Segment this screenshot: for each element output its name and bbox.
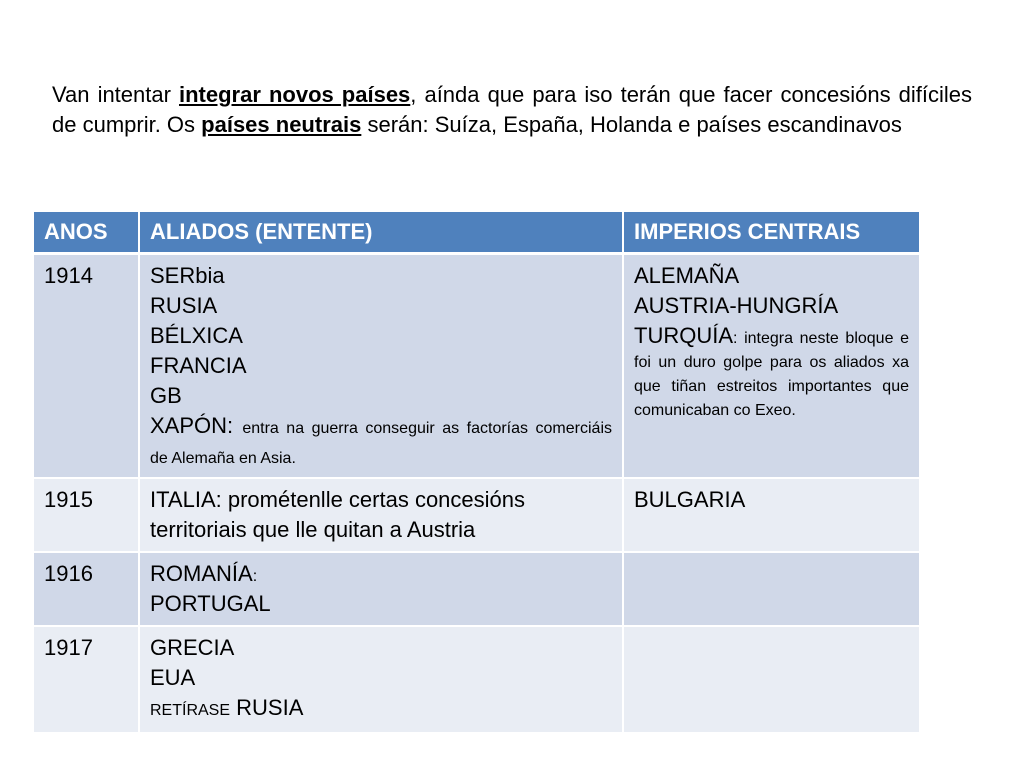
alliances-table [32, 210, 921, 734]
country-name: ITALIA [150, 487, 216, 512]
note-separator: : [215, 487, 228, 512]
country-entry: BÉLXICA [150, 323, 243, 348]
year-cell: 1915 [33, 478, 139, 552]
country-entry: FRANCIA [150, 353, 247, 378]
country-entry: EUA [150, 665, 196, 690]
country-name: XAPÓN [150, 413, 228, 438]
allies-cell [139, 626, 623, 733]
country-entry: RUSIA [150, 293, 218, 318]
country-entry: GB [150, 383, 182, 408]
table-row [33, 626, 920, 733]
country-entry: GRECIA [150, 635, 235, 660]
intro-text-2: , aínda que para iso terán que facer concesións difíciles de cumprir. Os [52, 82, 972, 137]
intro-bold-2: países neutrais [201, 112, 362, 137]
table-row [33, 254, 920, 479]
country-name: RUSIA [230, 695, 304, 720]
country-entry-with-note [150, 411, 612, 471]
central-empires-cell [623, 254, 920, 479]
header-years: ANOS [33, 211, 139, 254]
year-cell: 1914 [33, 254, 139, 479]
table-row [33, 552, 920, 626]
country-entry-with-note [634, 321, 909, 423]
intro-paragraph [52, 80, 972, 140]
central-empires-cell [623, 552, 920, 626]
country-entry: SERbia [150, 263, 225, 288]
country-entry: BULGARIA [634, 487, 746, 512]
intro-text-3: serán: Suíza, España, Holanda e países escandinavos [361, 112, 902, 137]
note-separator: : [733, 330, 745, 347]
note-separator: : [252, 568, 258, 585]
country-note: entra na guerra conseguir as factorías comerciáis de Alemaña en Asia. [150, 420, 612, 467]
year-cell: 1917 [33, 626, 139, 733]
header-central-empires: IMPERIOS CENTRAIS [623, 211, 920, 254]
intro-bold-1: integrar novos países [179, 82, 411, 107]
country-entry-with-note [150, 559, 612, 589]
allies-cell [139, 254, 623, 479]
country-entry: PORTUGAL [150, 591, 271, 616]
allies-cell [139, 478, 623, 552]
country-name: ROMANÍA [150, 561, 253, 586]
country-name: TURQUÍA [634, 323, 733, 348]
country-note: prométenlle certas concesións territoriais que lle quitan a Austria [150, 487, 526, 542]
table-row [33, 478, 920, 552]
country-entry-with-prefix [150, 693, 612, 726]
country-entry: AUSTRIA-HUNGRÍA [634, 293, 839, 318]
year-cell: 1916 [33, 552, 139, 626]
table-header-row [33, 211, 920, 254]
allies-cell [139, 552, 623, 626]
country-entry: ALEMAÑA [634, 263, 740, 288]
country-note: integra neste bloque e foi un duro golpe para os aliados xa que tiñan estreitos importantes que comunicaban co Exeo. [634, 330, 910, 419]
central-empires-cell [623, 626, 920, 733]
intro-text-1: Van intentar [52, 82, 179, 107]
note-separator: : [227, 413, 243, 438]
header-allies: ALIADOS (ENTENTE) [139, 211, 623, 254]
central-empires-cell [623, 478, 920, 552]
withdrawal-prefix: RETÍRASE [150, 702, 231, 719]
